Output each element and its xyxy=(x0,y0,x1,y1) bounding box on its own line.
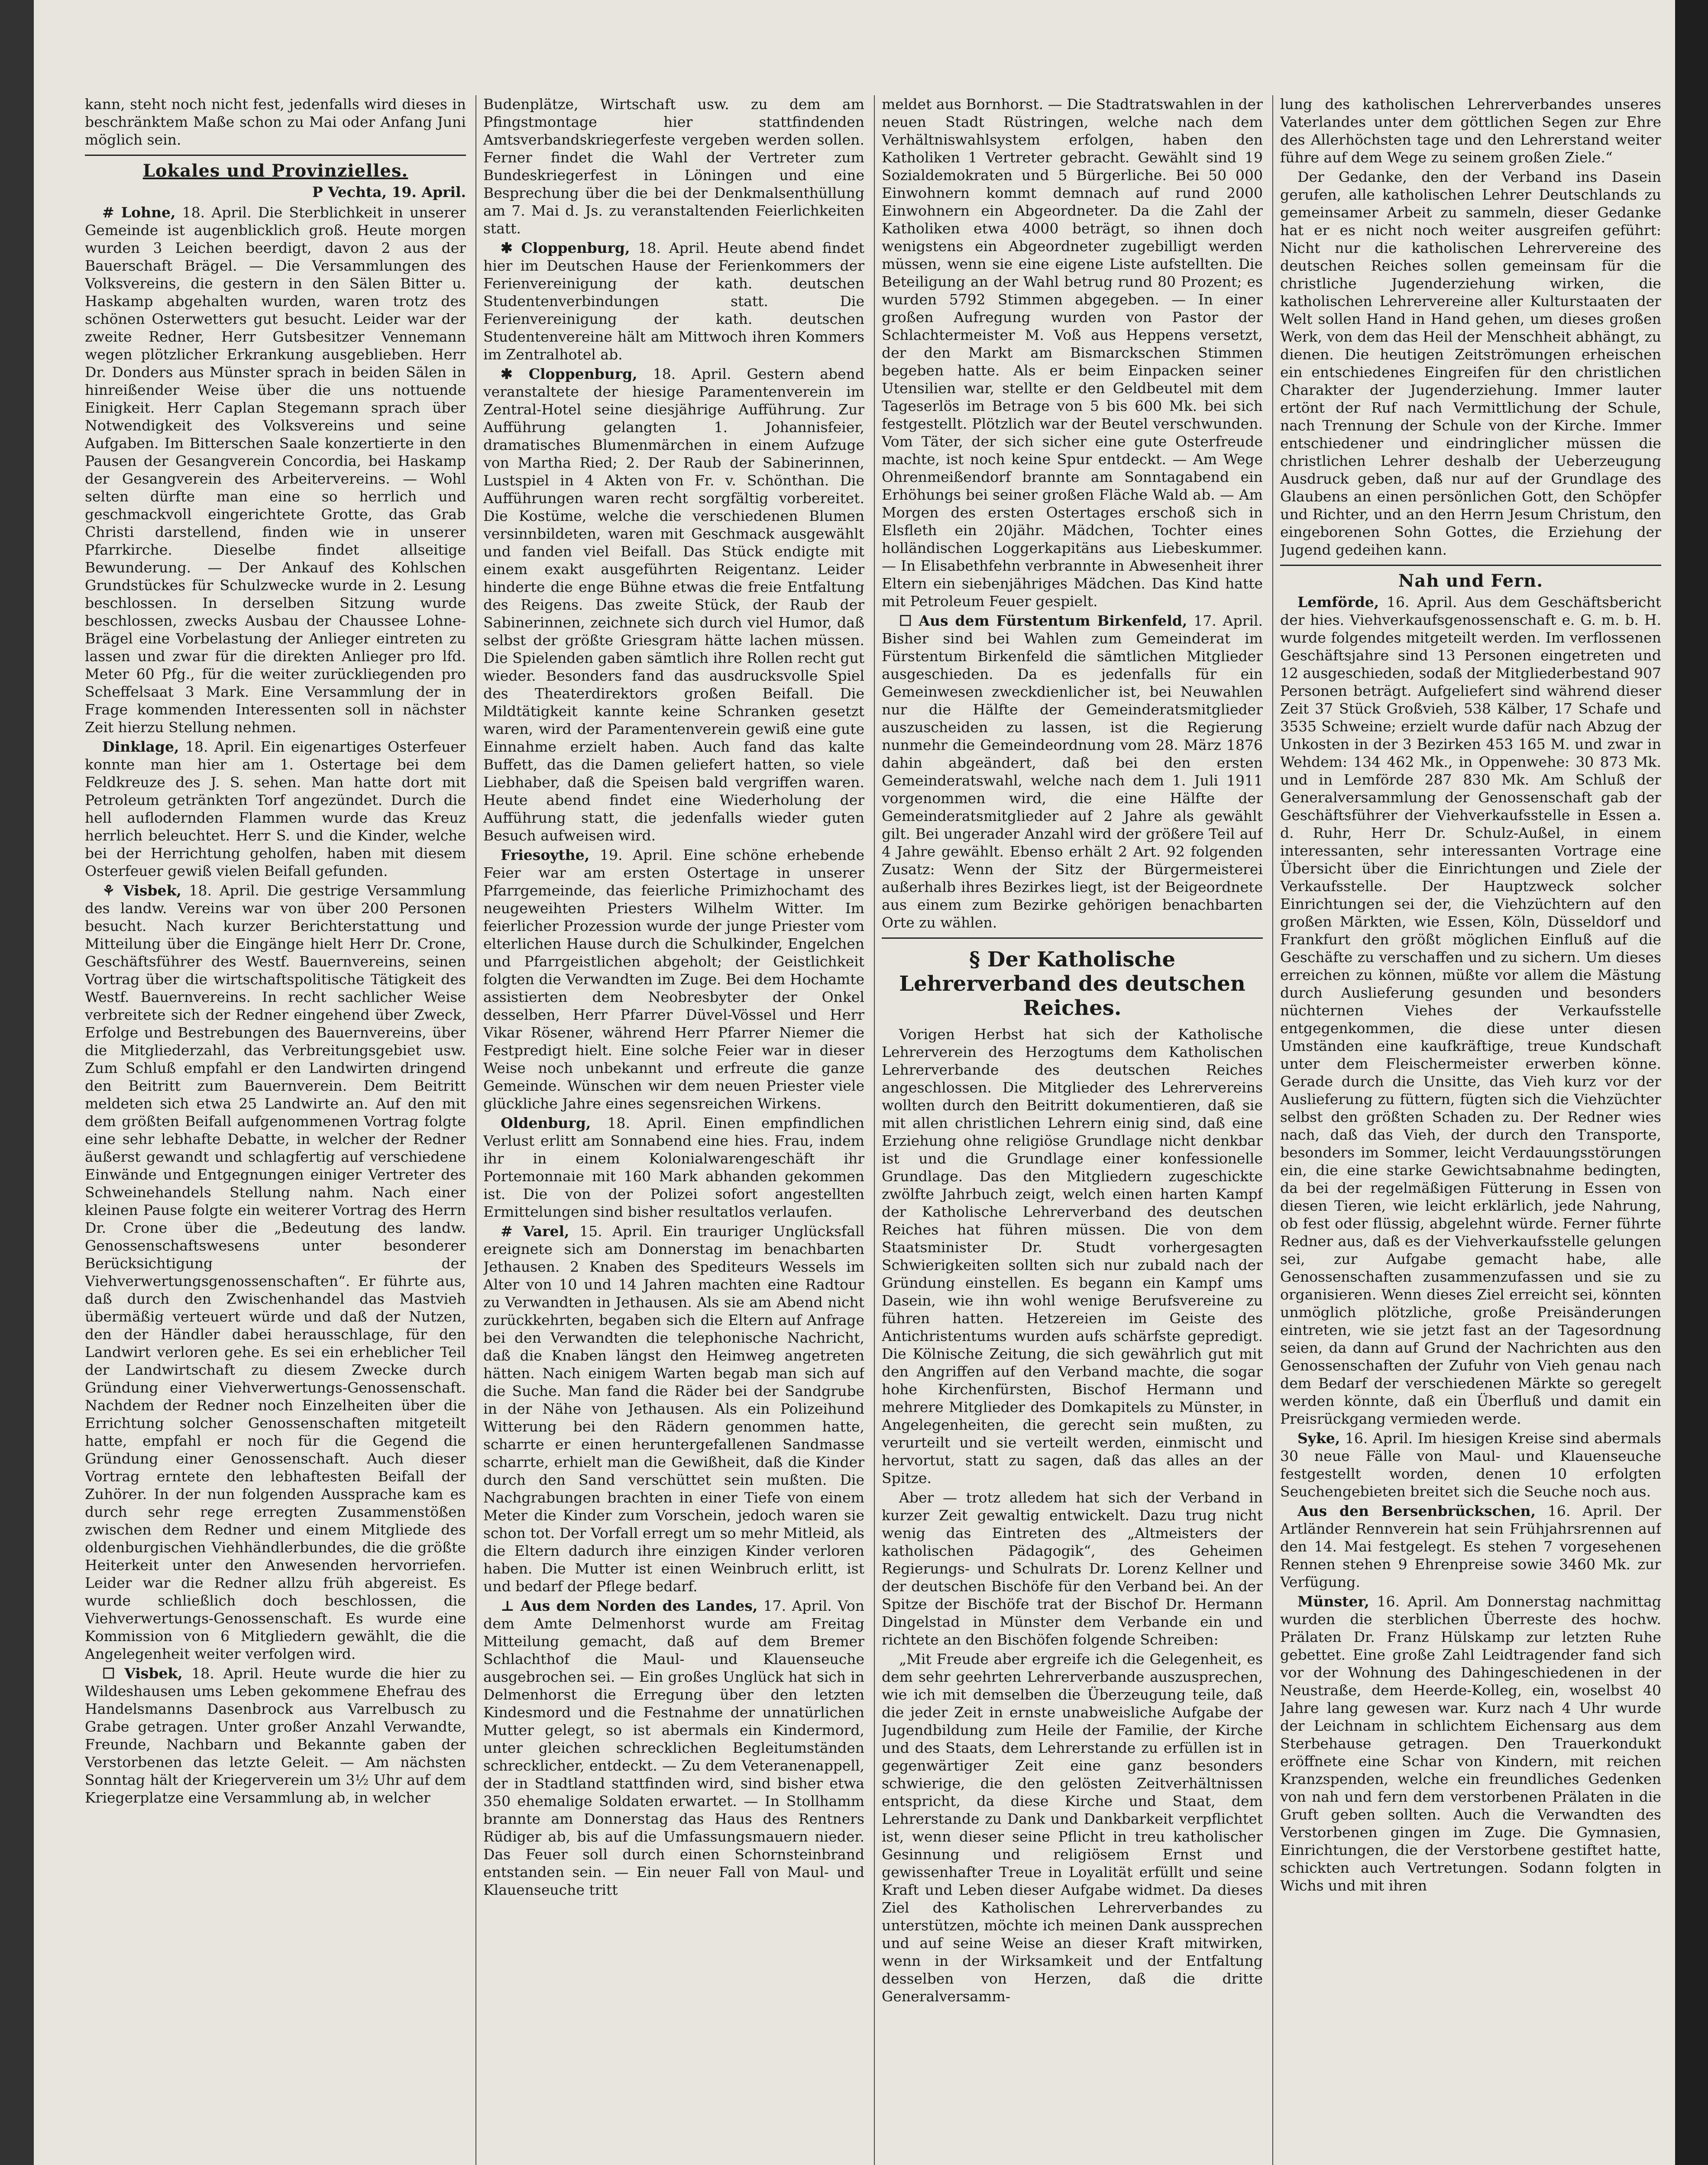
item-text: 18. April. Die gestrige Versammlung des landw. Vereins war von über 200 Personen besucht. Nach kurzer Berichterstattung und Mitteilung über die Eingänge hielt Herr Dr. Crone, Geschäftsführer des Westf. Bauernvereins, seinen Vortrag über die wirtschaftspolitische Tätigkeit des Westf. Bauernvereins. In recht sachlicher Weise verbreitete sich der Redner eingehend über Zweck, Erfolge und Bestrebungen des Bauernvereins, über die Mitgliederzahl, das Verbreitungsgebiet usw. Zum Schluß empfahl er den Landwirten dringend den Beitritt zum Bauernverein. Dem Beitritt meldeten sich etwa 25 Landwirte an. Auf den mit dem größten Beifall aufgenommenen Vortrag folgte eine sehr lebhafte Debatte, in welcher der Redner äußerst gewandt und schlagfertig auf verschiedene Einwände und Entgegnungen einiger Vertreter des Schweinehandels Stellung nahm. Nach einer kleinen Pause folgte ein weiterer Vortrag des Herrn Dr. Crone über die „Bedeutung des landw. Genossenschaftswesens unter besonderer Berücksichtigung der Viehverwertungsgenossenschaften“. Er führte aus, daß durch den Zwischenhandel das Mastvieh übermäßig verteuert würde und daß der Nutzen, den der Händler dabei herausschlage, für den Landwirt verloren gehe. Es sei ein erheblicher Teil der Landwirtschaft zu diesem Zwecke durch Gründung einer Viehverwertungs-Genossenschaft. Nachdem der Redner noch Einzelheiten über die Errichtung solcher Genossenschaften mitgeteilt hatte, empfahl er noch für die Gegend die Gründung einer Genossenschaft. Auch dieser Vortrag erntete den lebhaftesten Beifall der Zuhörer. In der nun folgenden Aussprache kam es durch sehr rege erregten Zusammenstößen zwischen dem Redner und einem Mitgliede des oldenburgischen Viehhändlerbundes, die die größte Heiterkeit unter den Anwesenden hervorriefen. Leider war die Redner allzu früh abgereist. Es wurde schließlich doch beschlossen, die Viehverwertungs-Genossenschaft. Es wurde eine Kommission von 6 Mitgliedern gewählt, die die Angelegenheit weiter verfolgen wird. xyxy=(85,882,466,1662)
item-place: Friesoythe, xyxy=(501,847,590,863)
divider xyxy=(85,155,466,156)
item-place: # Varel, xyxy=(501,1223,569,1240)
item-place: Syke, xyxy=(1297,1430,1340,1447)
item-place: Oldenburg, xyxy=(501,1115,591,1131)
item-place: Aus den Bersenbrückschen, xyxy=(1297,1503,1536,1519)
scan-left-edge xyxy=(0,0,34,2165)
item-place: ✱ Cloppenburg, xyxy=(501,365,637,382)
news-item xyxy=(882,612,1263,931)
divider xyxy=(882,937,1263,939)
newspaper-page xyxy=(34,0,1675,2165)
item-place: ☐ Aus dem Fürstentum Birkenfeld, xyxy=(899,612,1187,629)
news-item xyxy=(85,738,466,880)
news-item xyxy=(85,882,466,1663)
item-place: # Lohne, xyxy=(102,204,176,221)
item-text: 16. April. Im hiesigen Kreise sind abermals 30 neue Fälle von Maul- und Klauenseuche festgestellt worden, denen 10 erfolgten Seuchengebieten breitet sich die Seuche noch aus. xyxy=(1280,1430,1661,1500)
item-text: 18. April. Ein eigenartiges Osterfeuer konnte man hier am 1. Ostertage bei dem Feldkreuze des J. S. sehen. Man hatte dort mit Petroleum getränkten Torf angezündet. Durch die hell auflodernden Flammen wurde das Kreuz herrlich beleuchtet. Herr S. und die Kinder, welche bei der Herrichtung geholfen, haben mit diesem Osterfeuer gewiß vielen Beifall gefunden. xyxy=(85,738,466,879)
article-paragraph: Vorigen Herbst hat sich der Katholische Lehrerverein des Herzogtums dem Katholischen Lehrerverbande des deutschen Reiches angeschlossen. Die Mitglieder des Lehrervereins wollten durch den Beitritt dokumentieren, daß sie mit allen christlichen Lehrern einig sind, daß eine Erziehung ohne religiöse Grundlage nicht denkbar ist und die Grundlage einer konfessionelle Grundlage. Das den Mitgliedern zugeschickte zwölfte Jahrbuch zeigt, welch einen harten Kampf der Katholische Lehrerverband des deutschen Reiches hat führen müssen. Die von dem Staatsminister Dr. Studt vorhergesagten Schwierigkeiten sollten sich nur zubald nach der Gründung einstellen. Es begann ein Kampf ums Dasein, wie ihn wohl wenige Berufsvereine zu führen hatten. Hetzereien im Geiste des Antichristentums wurden aufs schärfste gepredigt. Die Kölnische Zeitung, die sich gewährlich gut mit den Angriffen auf den Verband machte, die sogar hohe Kirchenfürsten, Bischof Hermann und mehrere Mitglieder des Domkapitels zu Münster, in Angelegenheiten, die gerecht sein mußten, zu verurteilt und sie verteilt werden, einmischt und hervortut, statt zu sagen, daß das alles an der Spitze. xyxy=(882,1026,1263,1486)
section-title-local: Lokales und Provinzielles. xyxy=(142,161,408,181)
item-place: ⚘ Visbek, xyxy=(102,882,181,899)
item-place: Münster, xyxy=(1297,1593,1369,1610)
column-divider xyxy=(1272,95,1273,2165)
news-item xyxy=(483,1597,864,1899)
dateline: P Vechta, 19. April. xyxy=(312,184,466,200)
item-text: 18. April. Heute abend findet hier im Deutschen Hause der Ferienkommers der Ferienvereinigung der kath. deutschen Studentenverbindungen statt. Die Ferienvereinigung der kath. deutschen Studentenvereine hält am Mittwoch ihren Kommers im Zentralhotel ab. xyxy=(483,239,864,363)
section-title-near-far: Nah und Fern. xyxy=(1398,571,1543,591)
news-item xyxy=(483,365,864,844)
column-2-opening: Budenplätze, Wirtschaft usw. zu dem am Pfingstmontage hier stattfindenden Amtsverbandskriegerfeste vergeben werden sollen. Ferner findet die Wahl der Vertreter zum Bundeskriegerfest in Löningen und eine Besprechung über die bei der Denkmalsenthüllung am 7. Mai d. Js. zu veranstaltenden Feierlichkeiten statt. xyxy=(483,96,864,237)
article-paragraph: „Mit Freude aber ergreife ich die Gelegenheit, es dem sehr geehrten Lehrerverbande auszusprechen, wie ich mit demselben die Überzeugung teile, daß die jeder Zeit in ernste unabweisliche Aufgabe der Jugendbildung zum Heile der Familie, der Kirche und des Staats, dem Lehrerstande zu erfüllen ist in gegenwärtiger Zeit eine ganz besonders schwierige, die den gelösten Zeitverhältnissen entspricht, da diese Kirche und Staat, dem Lehrerstande zu Dank und Dankbarkeit verpflichtet ist, wenn dieser seine Pflicht in treu katholischer Gesinnung und religiösem Ernst und gewissenhafter Treue in Loyalität erfüllt und seine Kraft und Leben dieser Aufgabe widmet. Da dieses Ziel des Katholischen Lehrerverbandes zu unterstützen, möchte ich meinen Dank aussprechen und auf seine Weise an dieser Kraft mitwirken, wenn in der Wirksamkeit und der Entfaltung desselben von Herzen, daß die dritte Generalversamm- xyxy=(882,1651,1263,2005)
scan-right-edge xyxy=(1675,0,1708,2165)
news-item xyxy=(483,1222,864,1595)
column-3-opening: meldet aus Bornhorst. — Die Stadtratswahlen in der neuen Stadt Rüstringen, welche nach dem Verhältniswahlsystem erfolgen, haben den Katholiken 1 Vertreter gebracht. Gewählt sind 19 Sozialdemokraten und 5 Bürgerliche. Bei 50 000 Einwohnern kommt demnach auf rund 2000 Einwohnern ein Abgeordneter. Da die Zahl der Katholiken etwa 4000 beträgt, so ihnen doch wenigstens ein Abgeordneter zugebilligt werden müssen, wenn sie eine eigene Liste aufstellten. Die Beteiligung an der Wahl betrug rund 80 Prozent; es wurden 5792 Stimmen abgegeben. — In einer großen Aufregung wurden von Pastor der Schlachtermeister M. Voß aus Heppens versetzt, der den Markt am Bismarckschen Stimmen begeben hatte. Als er beim Einpacken seiner Utensilien war, stellte er den Geldbeutel mit dem Tageserlös im Betrage von 5 bis 600 Mk. bei sich festgestellt. Plötzlich war der Beutel verschwunden. Vom Täter, der sich sicher eine gute Osterfreude machte, ist noch keine Spur entdeckt. — Am Wege Ohrenmeißendorf brannte am Sonntagabend ein Erhöhungs bei seiner großen Fläche Wald ab. — Am Morgen des ersten Ostertages erschoß sich in Elsfleth ein 20jähr. Mädchen, Tochter eines holländischen Loggerkapitäns aus Liebeskummer. — In Elisabethfehn verbrannte in Abwesenheit ihrer Eltern ein siebenjähriges Mädchen. Das Kind hatte mit Petroleum Feuer gespielt. xyxy=(882,96,1263,610)
item-place: Lemförde, xyxy=(1297,594,1379,611)
article-paragraph: Aber — trotz alledem hat sich der Verband in kurzer Zeit gewaltig entwickelt. Dazu trug nicht wenig das Eintreten des „Altmeisters der katholischen Pädagogik“, des Geheimen Regierungs- und Schulrats Dr. Lorenz Kellner und der deutschen Bischöfe für den Verband bei. An der Spitze der Bischöfe trat der Bischof Dr. Hermann Dingelstad in Münster dem Verbande ein und richtete an den Bischöfen folgende Schreiben: xyxy=(882,1489,1263,1648)
column-2 xyxy=(483,95,864,2165)
column-1 xyxy=(85,95,466,2165)
news-item xyxy=(1280,1593,1661,1894)
news-item xyxy=(483,239,864,363)
item-text: 18. April. Einen empfindlichen Verlust erlitt am Sonnabend eine hies. Frau, indem ihr in einem Kolonialwarengeschäft ihr Portemonnaie mit 160 Mark abhanden gekommen ist. Die von der Polizei sofort angestellten Ermittelungen sind bisher resultatlos verlaufen. xyxy=(483,1115,864,1220)
item-place: ✱ Cloppenburg, xyxy=(501,239,630,256)
news-item xyxy=(1280,1429,1661,1500)
article-title: § Der Katholische Lehrerverband des deutschen Reiches. xyxy=(899,947,1245,1020)
news-item xyxy=(1280,593,1661,1428)
column-1-opening: kann, steht noch nicht fest, jedenfalls wird dieses in beschränktem Maße schon zu Mai oder Anfang Juni möglich sein. xyxy=(85,96,466,148)
item-text: 18. April. Die Sterblichkeit in unserer Gemeinde ist augenblicklich groß. Heute morgen wurden 3 Leichen beerdigt, davon 2 aus der Bauerschaft Brägel. — Die Versammlungen des Volksvereins, die gestern in den Sälen Bitter u. Haskamp abgehalten wurden, waren trotz des schönen Osterwetters gut besucht. Leider war der zweite Redner, Herr Gutsbesitzer Vennemann wegen plötzlicher Erkrankung ausgeblieben. Herr Dr. Donders aus Münster sprach in beiden Sälen in hinreißender Weise über die uns nottuende Einigkeit. Herr Caplan Stegemann sprach über Notwendigkeit des Volksvereins und seine Aufgaben. Im Bitterschen Saale konzertierte in den Pausen der Gesangverein Concordia, bei Haskamp der Gesangverein des Arbeitervereins. — Wohl selten dürfte man eine so herrlich und geschmackvoll eingerichtete Grotte, das Grab Christi darstellend, finden wie in unserer Pfarrkirche. Dieselbe findet allseitige Bewunderung. — Der Ankauf des Kohlschen Grundstückes für Schulzwecke wurde in 2. Lesung beschlossen. In derselben Sitzung wurde beschlossen, zwecks Ausbau der Chaussee Lohne-Brägel eine Vorbelastung der Anlieger eintreten zu lassen und zwar für die direkten Anlieger pro lfd. Meter 60 Pfg., für die weiter zurückliegenden pro Scheffelsaat 3 Mark. Eine Versammlung der in Frage kommenden Interessenten soll in nächster Zeit hierzu Stellung nehmen. xyxy=(85,204,466,736)
item-place: ⊥ Aus dem Norden des Landes, xyxy=(501,1597,758,1614)
item-text: 19. April. Eine schöne erhebende Feier war am ersten Ostertage in unserer Pfarrgemeinde, das feierliche Primizhochamt des neugeweihten Priesters Wilhelm Witter. Im feierlicher Prozession wurde der junge Priester vom elterlichen Hause durch die Schulkinder, Engelchen und Pfarrgeistlichen abgeholt; der Geistlichkeit folgten die Verwandten im Zuge. Bei dem Hochamte assistierten dem Neobresbyter der Onkel desselben, Herr Pfarrer Düvel-Vössel und Herr Vikar Rösener, während Herr Pfarrer Niemer die Festpredigt hielt. Eine solche Feier war in dieser Weise noch unbekannt und erfreute die ganze Gemeinde. Wünschen wir dem neuen Priester viele glückliche Jahre eines segensreichen Wirkens. xyxy=(483,847,864,1112)
item-text: 16. April. Am Donnerstag nachmittag wurden die sterblichen Überreste des hochw. Prälaten Dr. Franz Hülskamp zur letzten Ruhe gebettet. Eine große Zahl Leidtragender fand sich vor der Wohnung des Dahingeschiedenen in der Neustraße, dem Heerde-Kolleg, ein, woselbst 40 Jahre lang gewesen war. Kurz nach 4 Uhr wurde der Leichnam in schlichtem Eichensarg aus dem Sterbehause getragen. Den Trauerkondukt eröffnete eine Schar von Kindern, mit reichen Kranzspenden, welche ein freundliches Gedenken von nah und fern dem verstorbenen Prälaten in die Gruft geben sollten. Auch die Verwandten des Verstorbenen gingen im Zuge. Die Gymnasien, Einrichtungen, die der Verstorbene gestiftet hatte, schickten auch Vertretungen. Sodann folgten in Wichs und mit ihren xyxy=(1280,1593,1661,1894)
item-text: 17. April. Von dem Amte Delmenhorst wurde am Freitag Mitteilung gemacht, daß auf dem Bremer Schlachthof die Maul- und Klauenseuche ausgebrochen sei. — Ein großes Unglück hat sich in Delmenhorst die Erregung über den letzten Kindesmord und die Festnahme der unnatürlichen Mutter gelegt, so ist abermals ein Kindermord, unter gleichen schrecklichen Begleitumständen schrecklicher, entdeckt. — Zu dem Veteranenappell, der in Stadtland stattfinden wird, sind bisher etwa 350 ehemalige Soldaten erwartet. — In Stollhamm brannte am Donnerstag das Haus des Rentners Rüdiger ab, bis auf die Umfassungsmauern nieder. Das Feuer soll durch einen Schornsteinbrand entstanden sein. — Ein neuer Fall von Maul- und Klauenseuche tritt xyxy=(483,1597,864,1898)
article-paragraph: Der Gedanke, den der Verband ins Dasein gerufen, alle katholischen Lehrer Deutschlands zu gemeinsamer Arbeit zu sammeln, dieser Gedanke hat er es nicht noch weiter ausgreifen geführt: Nicht nur die katholischen Lehrervereine des deutschen Reiches sollen gemeinsam für die christliche Jugenderziehung wirken, die katholischen Lehrervereine aller Kulturstaaten der Welt sollen Hand in Hand gehen, um dieses großen Werk, von dem das Heil der Menschheit abhängt, zu dienen. Die heutigen Zeitströmungen erheischen ein entschiedenes Eingreifen für den christlichen Charakter der Jugenderziehung. Immer lauter ertönt der Ruf nach Vermittlichung der Schule, nach Trennung der Schule von der Kirche. Immer entschiedener und eindringlicher müssen die christlichen Lehrer deshalb der Ueberzeugung Ausdruck geben, daß nur auf der Grundlage des Glaubens an einen persönlichen Gott, den Schöpfer und Richter, und an den Herrn Jesum Christum, den eingeborenen Sohn Gottes, die Erziehung der Jugend gedeihen kann. xyxy=(1280,168,1661,558)
news-item xyxy=(1280,1502,1661,1591)
news-item xyxy=(85,204,466,736)
item-place: Dinklage, xyxy=(102,738,179,755)
column-4 xyxy=(1280,95,1661,2165)
news-item xyxy=(85,1664,466,1806)
item-text: 18. April. Gestern abend veranstaltete der hiesige Paramentenverein im Zentral-Hotel seine diesjährige Aufführung. Zur Aufführung gelangten 1. Johannisfeier, dramatisches Blumenmärchen in einem Aufzuge von Martha Ried; 2. Der Raub der Sabinerinnen, Lustspiel in 4 Akten von Fr. v. Schönthan. Die Aufführungen waren recht sorgfältig vorbereitet. Die Kostüme, welche die verschiedenen Blumen versinnbildeten, waren mit Geschmack ausgewählt und fanden viel Beifall. Das Stück endigte mit einem exakt ausgeführten Reigentanz. Leider hinderte die enge Bühne etwas die freie Entfaltung des Reigens. Das zweite Stück, der Raub der Sabinerinnen, zeichnete sich durch viel Humor, daß selbst der größte Griesgram hätte lachen müssen. Die Spielenden gaben sämtlich ihre Rollen recht gut wieder. Besonders fand das ausdrucksvolle Spiel des Theaterdirektors großen Beifall. Die Mildtätigkeit kannte keine Schranken gesetzt waren, wird der Paramentenverein gewiß eine gute Einnahme erzielt haben. Auch fand das kalte Buffett, das die Damen geliefert hatten, so viele Liebhaber, daß die Speisen bald vergriffen waren. Heute abend findet eine Wiederholung der Aufführung statt, die jedenfalls wieder guten Besuch aufweisen wird. xyxy=(483,365,864,844)
item-text: 16. April. Aus dem Geschäftsbericht der hies. Viehverkaufsgenossenschaft e. G. m. b. H. wurde folgendes mitgeteilt werden. Im verflossenen Geschäftsjahre sind 13 Personen eingetreten und 12 ausgeschieden, sodaß der Mitgliederbestand 907 Personen beträgt. Aufgeliefert sind während dieser Zeit 37 Stück Großvieh, 538 Kälber, 17 Schafe und 3535 Schweine; erzielt wurde dafür nach Abzug der Unkosten in der 3 Bezirken 453 165 M. und zwar in Wehdem: 134 462 Mk., in Oppenwehe: 30 873 Mk. und in Lemförde 287 830 Mk. Am Schluß der Generalversammlung der Genossenschaft gab der Geschäftsführer der Viehverkaufsstelle in Essen a. d. Ruhr, Herr Dr. Schulz-Außel, in einem interessanten, sehr interessanten Vortrage eine Übersicht über die Einrichtungen und Ziele der Verkaufsstelle. Der Hauptzweck solcher Einrichtungen sei der, die Viehzüchtern auf den großen Märkten, wie Essen, Köln, Düsseldorf und Frankfurt den größt möglichen Einfluß auf die Geschäfte zu verschaffen und zu sichern. Um dieses erreichen zu können, müßte vor allem die Mästung durch Auslieferung gesunden und besonders nüchternen Viehes der Verkaufsstelle entgegenkommen, die diese unter diesen Umständen eine kaufkräftige, treue Kundschaft unter dem Fleischermeister erwerben könne. Gerade durch die Unsitte, das Vieh kurz vor der Auslieferung zu füttern, fügten sich die Viehzüchter selbst den größten Schaden zu. Der Redner wies nach, daß das Vieh, der durch den Transporte, besonders im Sommer, leicht Verdauungsstörungen ein, die eine starke Gewichtsabnahme bedingten, da bei der regelmäßigen Fütterung in Essen von diesen Tieren, wie leicht erklärlich, jede Nahrung, ob fest oder flüssig, abgelehnt würde. Ferner führte Redner aus, daß es der Viehverkaufsstelle gelungen sei, zur Aufgabe gemacht habe, alle Genossenschaften zusammenzufassen und sie zu organisieren. Wenn dieses Ziel erreicht sei, könnten unmöglich plötzliche, große Preisänderungen eintreten, wie sie jetzt fast an der Tagesordnung seien, da dann auf Grund der Nachrichten aus den Genossenschaften der Zufuhr von Vieh genau nach dem Bedarf der verschiedenen Märkte so geregelt werden könnte, daß ein Überfluß und damit ein Preisrückgang vermieden werde. xyxy=(1280,594,1661,1427)
column-3 xyxy=(882,95,1263,2165)
column-divider xyxy=(874,95,875,2165)
item-text: 17. April. Bisher sind bei Wahlen zum Gemeinderat im Fürstentum Birkenfeld die sämtlichen Mitglieder ausgeschieden. Da es jedenfalls für ein Gemeinwesen zweckdienlicher ist, bei Neuwahlen nur die Hälfte der Gemeinderatsmitglieder auszuscheiden zu lassen, ist die Regierung nunmehr die Gemeindeordnung vom 28. März 1876 dahin abgeändert, daß bei den ersten Gemeinderatswahl, welche nach dem 1. Juli 1911 vorgenommen wird, die eine Hälfte der Gemeinderatsmitglieder auf 2 Jahre als gewählt gilt. Bei ungerader Anzahl wird der größere Teil auf 4 Jahre gewählt. Ebenso erhält 2 Art. 92 folgenden Zusatz: Wenn der Sitz der Bürgermeisterei außerhalb ihres Bezirkes liegt, ist der Beigeordnete aus einem zum Bezirke gehörigen benachbarten Orte zu wählen. xyxy=(882,612,1263,931)
news-item xyxy=(483,1114,864,1221)
item-text: 15. April. Ein trauriger Unglücksfall ereignete sich am Donnerstag im benachbarten Jethausen. 2 Knaben des Spediteurs Wessels im Alter von 10 und 14 Jahren machten eine Radtour zu Verwandten in Jethausen. Als sie am Abend nicht zurückkehrten, begaben sich die Eltern auf Anfrage bei den Verwandten die telephonische Nachricht, daß die Knaben längst den Heimweg angetreten hätten. Nach einigem Warten begab man sich auf die Suche. Man fand die Räder bei der Sandgrube in der Nähe von Jethausen. Als ein Polizeihund Witterung bei den Rädern genommen hatte, scharrte er einen heruntergefallenen Sandmasse scharrte, erhielt man die Gewißheit, daß die Kinder durch den Sand verschüttet sein mußten. Die Nachgrabungen brachten in einer Tiefe von einem Meter die Kinder zum Vorschein, jedoch waren sie schon tot. Der Vorfall erregt um so mehr Mitleid, als die Eltern dadurch ihre einzigen Kinder verloren haben. Die Mutter ist einen Weinbruch erlitt, ist und bedarf der Pflege bedarf. xyxy=(483,1223,864,1595)
item-text: 16. April. Der Artländer Rennverein hat sein Frühjahrsrennen auf den 14. Mai festgelegt. Es stehen 7 vorgesehenen Rennen stehen 9 Ehrenpreise sowie 3460 Mk. zur Verfügung. xyxy=(1280,1503,1661,1590)
divider xyxy=(1280,565,1661,566)
item-place: ☐ Visbek, xyxy=(102,1665,183,1682)
item-text: 18. April. Heute wurde die hier zu Wildeshausen ums Leben gekommene Ehefrau des Handelsmanns Dasenbrock aus Varrelbusch zu Grabe getragen. Unter großer Anzahl Verwandte, Freunde, Nachbarn und Bekannte gaben der Verstorbenen das letzte Geleit. — Am nächsten Sonntag hält der Kriegerverein um 3½ Uhr auf dem Kriegerplatze eine Versammlung ab, in welcher xyxy=(85,1665,466,1806)
news-item xyxy=(483,846,864,1112)
column-4-opening: lung des katholischen Lehrerverbandes unseres Vaterlandes unter dem göttlichen Segen zur Ehre des Allerhöchsten tage und den Lehrerstand weiter führe auf dem Wege zu seinem großen Ziele.“ xyxy=(1280,96,1661,166)
